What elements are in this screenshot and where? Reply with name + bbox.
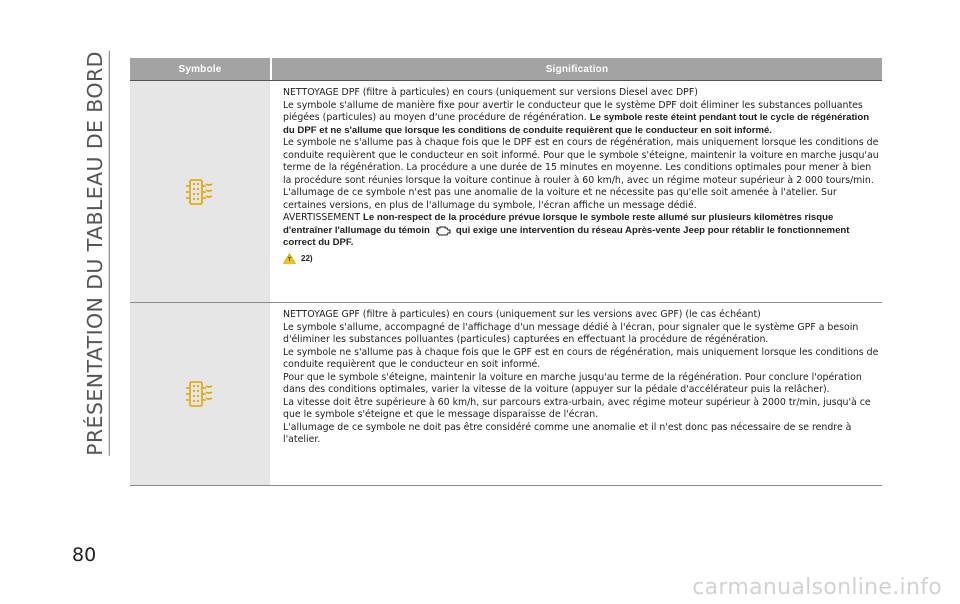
dpf-warning bbox=[283, 212, 882, 250]
dpf-paragraph-2 bbox=[283, 100, 882, 138]
side-section-title bbox=[76, 50, 116, 456]
gpf-paragraph-6: L'allumage de ce symbole ne doit pas être considéré comme une anomalie et il n'est donc pas nécessaire de se rendre à l'atelier. bbox=[283, 421, 852, 445]
meaning-cell bbox=[270, 81, 882, 302]
warning-text-b: qui exige une intervention du réseau Après-vente Jeep pour rétablir le fonctionnement correct du DPF. bbox=[283, 224, 850, 248]
table-row bbox=[130, 80, 882, 303]
table-row bbox=[130, 303, 882, 486]
gpf-paragraph-2: Le symbole s'allume, accompagné de l'affichage d'un message dédié à l'écran, pour signaler que le système GPF a besoin d'éliminer les substances polluantes (particules) capturées en effectuant la procédure de régénération. bbox=[283, 321, 859, 345]
dpf-filter-icon bbox=[184, 178, 216, 206]
warning-triangle-icon bbox=[283, 253, 296, 264]
gpf-filter-icon bbox=[184, 380, 216, 408]
page-number: 80 bbox=[72, 544, 97, 566]
dpf-p2-bold: Le symbole reste éteint pendant tout le cycle de régénération du DPF et ne s'allume que lorsque les conditions de conduite requièrent que le conducteur en soit informé. bbox=[283, 112, 870, 136]
warning-reference bbox=[283, 253, 882, 266]
section-title-text: PRÉSENTATION DU TABLEAU DE BORD bbox=[83, 51, 110, 456]
table-header bbox=[130, 58, 882, 80]
watermark: carmanualsonline.info bbox=[692, 575, 942, 600]
gpf-paragraph-5: La vitesse doit être supérieure à 60 km/h, sur parcours extra-urbain, avec régime moteur supérieur à 2000 tr/min, jusqu'à ce que le symbole s'éteigne et que le message disparaisse de l'écran. bbox=[283, 396, 871, 420]
dpf-title: NETTOYAGE DPF (filtre à particules) en cours (uniquement sur versions Diesel avec DPF) bbox=[283, 87, 698, 98]
dpf-p2-text: Le symbole s'allume de manière fixe pour avertir le conducteur que le système DPF doit éliminer les substances polluantes piégées (particules) au moyen d'une procédure de régénération. bbox=[283, 99, 863, 123]
warning-label: AVERTISSEMENT bbox=[283, 212, 361, 223]
dpf-paragraph-4: L'allumage de ce symbole n'est pas une anomalie de la voiture et ne nécessite pas qu'elle soit amenée à l'atelier. Sur certaines versions, en plus de l'allumage du symbole, l'écran affiche un message dédié. bbox=[283, 187, 837, 211]
warning-ref-number: 22) bbox=[301, 253, 313, 263]
symbol-cell bbox=[130, 303, 270, 485]
dpf-paragraph-3: Le symbole ne s'allume pas à chaque fois que le DPF est en cours de régénération, mais uniquement lorsque les conditions de conduite requièrent que le conducteur en soit informé. Pour que le symbole s'éteigne, maintenir la voiture en marche jusqu'au terme de la régénération. La procédure a une durée de 15 minutes en moyenne. Les conditions optimales pour mener à bien la procédure sont réunies lorsque la voiture continue à rouler à 60 km/h, avec un régime moteur supérieur à 2 000 tours/min. bbox=[283, 137, 879, 186]
engine-warning-icon bbox=[435, 225, 451, 236]
warning-text-a: Le non-respect de la procédure prévue lorsque le symbole reste allumé sur plusieurs kilomètres risque d'entraîner l'allumage du témoin bbox=[283, 212, 834, 236]
meaning-cell bbox=[270, 303, 882, 485]
header-meaning: Signification bbox=[272, 58, 882, 80]
symbol-cell bbox=[130, 81, 270, 302]
symbol-table bbox=[130, 58, 882, 486]
header-symbol: Symbole bbox=[130, 58, 270, 80]
gpf-paragraph-4: Pour que le symbole s'éteigne, maintenir la voiture en marche jusqu'au terme de la régénération. Pour conclure l'opération dans des conditions optimales, varier la vitesse de la voiture (appuyer sur la pédale d'accélérateur puis la relâcher). bbox=[283, 371, 862, 395]
gpf-paragraph-3: Le symbole ne s'allume pas à chaque fois que le GPF est en cours de régénération, mais uniquement lorsque les conditions de conduite requièrent que le conducteur en soit informé. bbox=[283, 346, 879, 370]
gpf-title: NETTOYAGE GPF (filtre à particules) en cours (uniquement sur les versions avec GPF) (le cas échéant) bbox=[283, 309, 761, 320]
